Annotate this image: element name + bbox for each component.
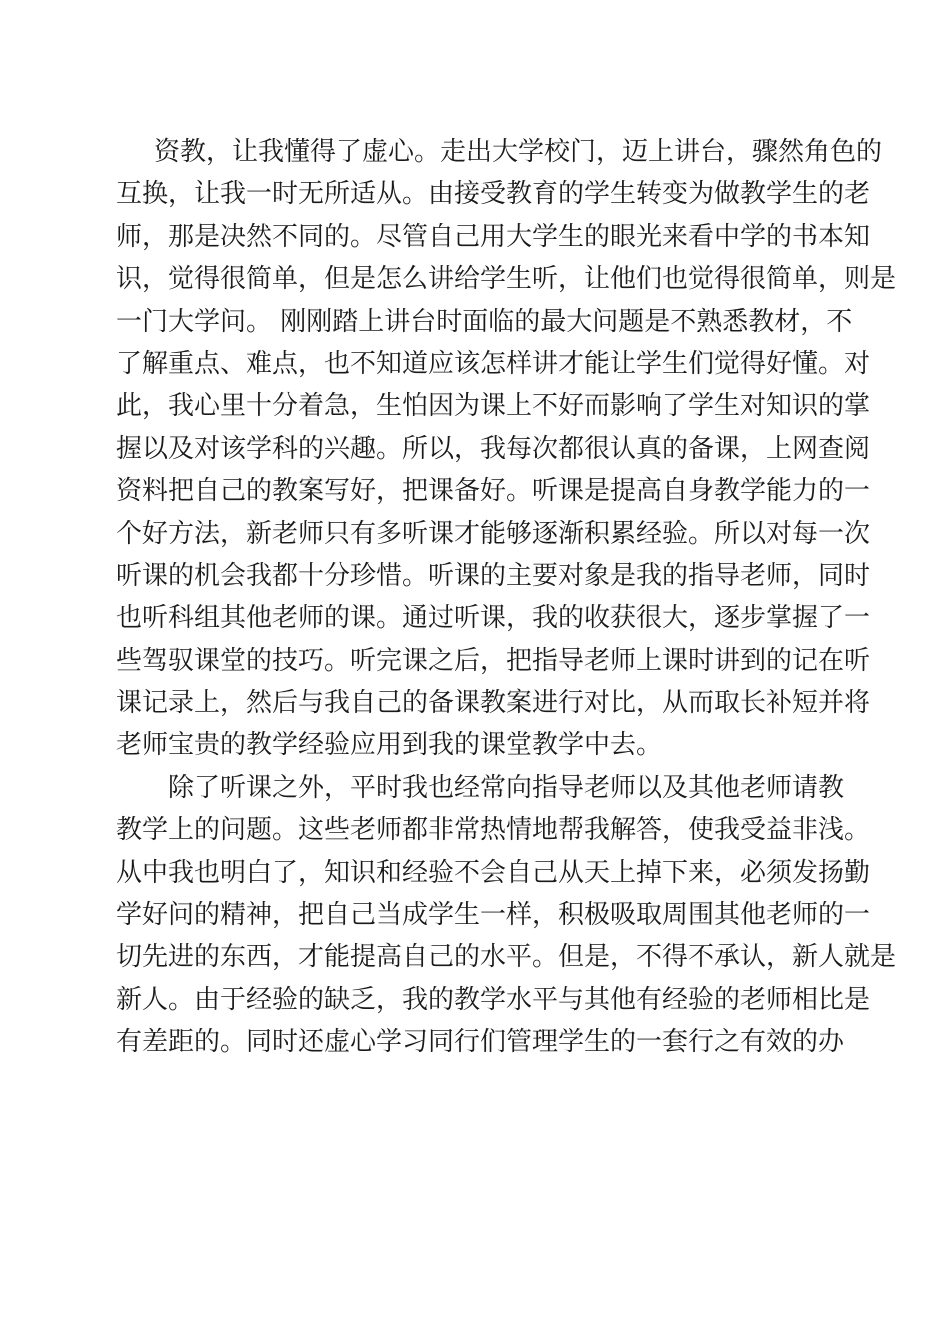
text-line: 资教，让我懂得了虚心。走出大学校门，迈上讲台，骤然角色的 — [154, 137, 883, 167]
text-line: 也听科组其他老师的课。通过听课，我的收获很大，逐步掌握了一 — [116, 603, 871, 634]
text-line: 识，觉得很简单，但是怎么讲给学生听，让他们也觉得很简单，则是 — [116, 264, 897, 295]
text-line: 教学上的问题。这些老师都非常热情地帮我解答，使我受益非浅。 — [116, 815, 871, 846]
text-line: 个好方法，新老师只有多听课才能够逐渐积累经验。所以对每一次 — [116, 518, 871, 549]
text-line: 老师宝贵的教学经验应用到我的课堂教学中去。 — [116, 730, 663, 761]
text-line: 资料把自己的教案写好，把课备好。听课是提高自身教学能力的一 — [116, 476, 871, 507]
text-line: 听课的机会我都十分珍惜。听课的主要对象是我的指导老师，同时 — [116, 560, 871, 591]
text-line: 从中我也明白了，知识和经验不会自己从天上掉下来，必须发扬勤 — [116, 857, 871, 888]
text-line: 了解重点、难点，也不知道应该怎样讲才能让学生们觉得好懂。对 — [116, 348, 871, 379]
text-line: 课记录上，然后与我自己的备课教案进行对比，从而取长补短并将 — [116, 688, 871, 719]
text-line: 除了听课之外，平时我也经常向指导老师以及其他老师请教 — [168, 772, 845, 803]
body-text — [116, 131, 897, 1064]
text-line: 此，我心里十分着急，生怕因为课上不好而影响了学生对知识的掌 — [116, 391, 871, 422]
text-line: 互换，让我一时无所适从。由接受教育的学生转变为做教学生的老 — [116, 179, 871, 210]
text-line: 有差距的。同时还虚心学习同行们管理学生的一套行之有效的办 — [116, 1027, 845, 1058]
text-line: 些驾驭课堂的技巧。听完课之后，把指导老师上课时讲到的记在听 — [116, 645, 871, 676]
text-line: 握以及对该学科的兴趣。所以，我每次都很认真的备课，上网查阅 — [116, 433, 871, 464]
text-line: 师，那是决然不同的。尽管自己用大学生的眼光来看中学的书本知 — [116, 221, 871, 252]
text-line: 新人。由于经验的缺乏，我的教学水平与其他有经验的老师相比是 — [116, 984, 871, 1015]
text-line: 学好问的精神，把自己当成学生一样，积极吸取周围其他老师的一 — [116, 900, 871, 931]
text-line: 一门大学问。 刚刚踏上讲台时面临的最大问题是不熟悉教材，不 — [116, 306, 853, 337]
text-line: 切先进的东西，才能提高自己的水平。但是，不得不承认，新人就是 — [116, 942, 897, 973]
